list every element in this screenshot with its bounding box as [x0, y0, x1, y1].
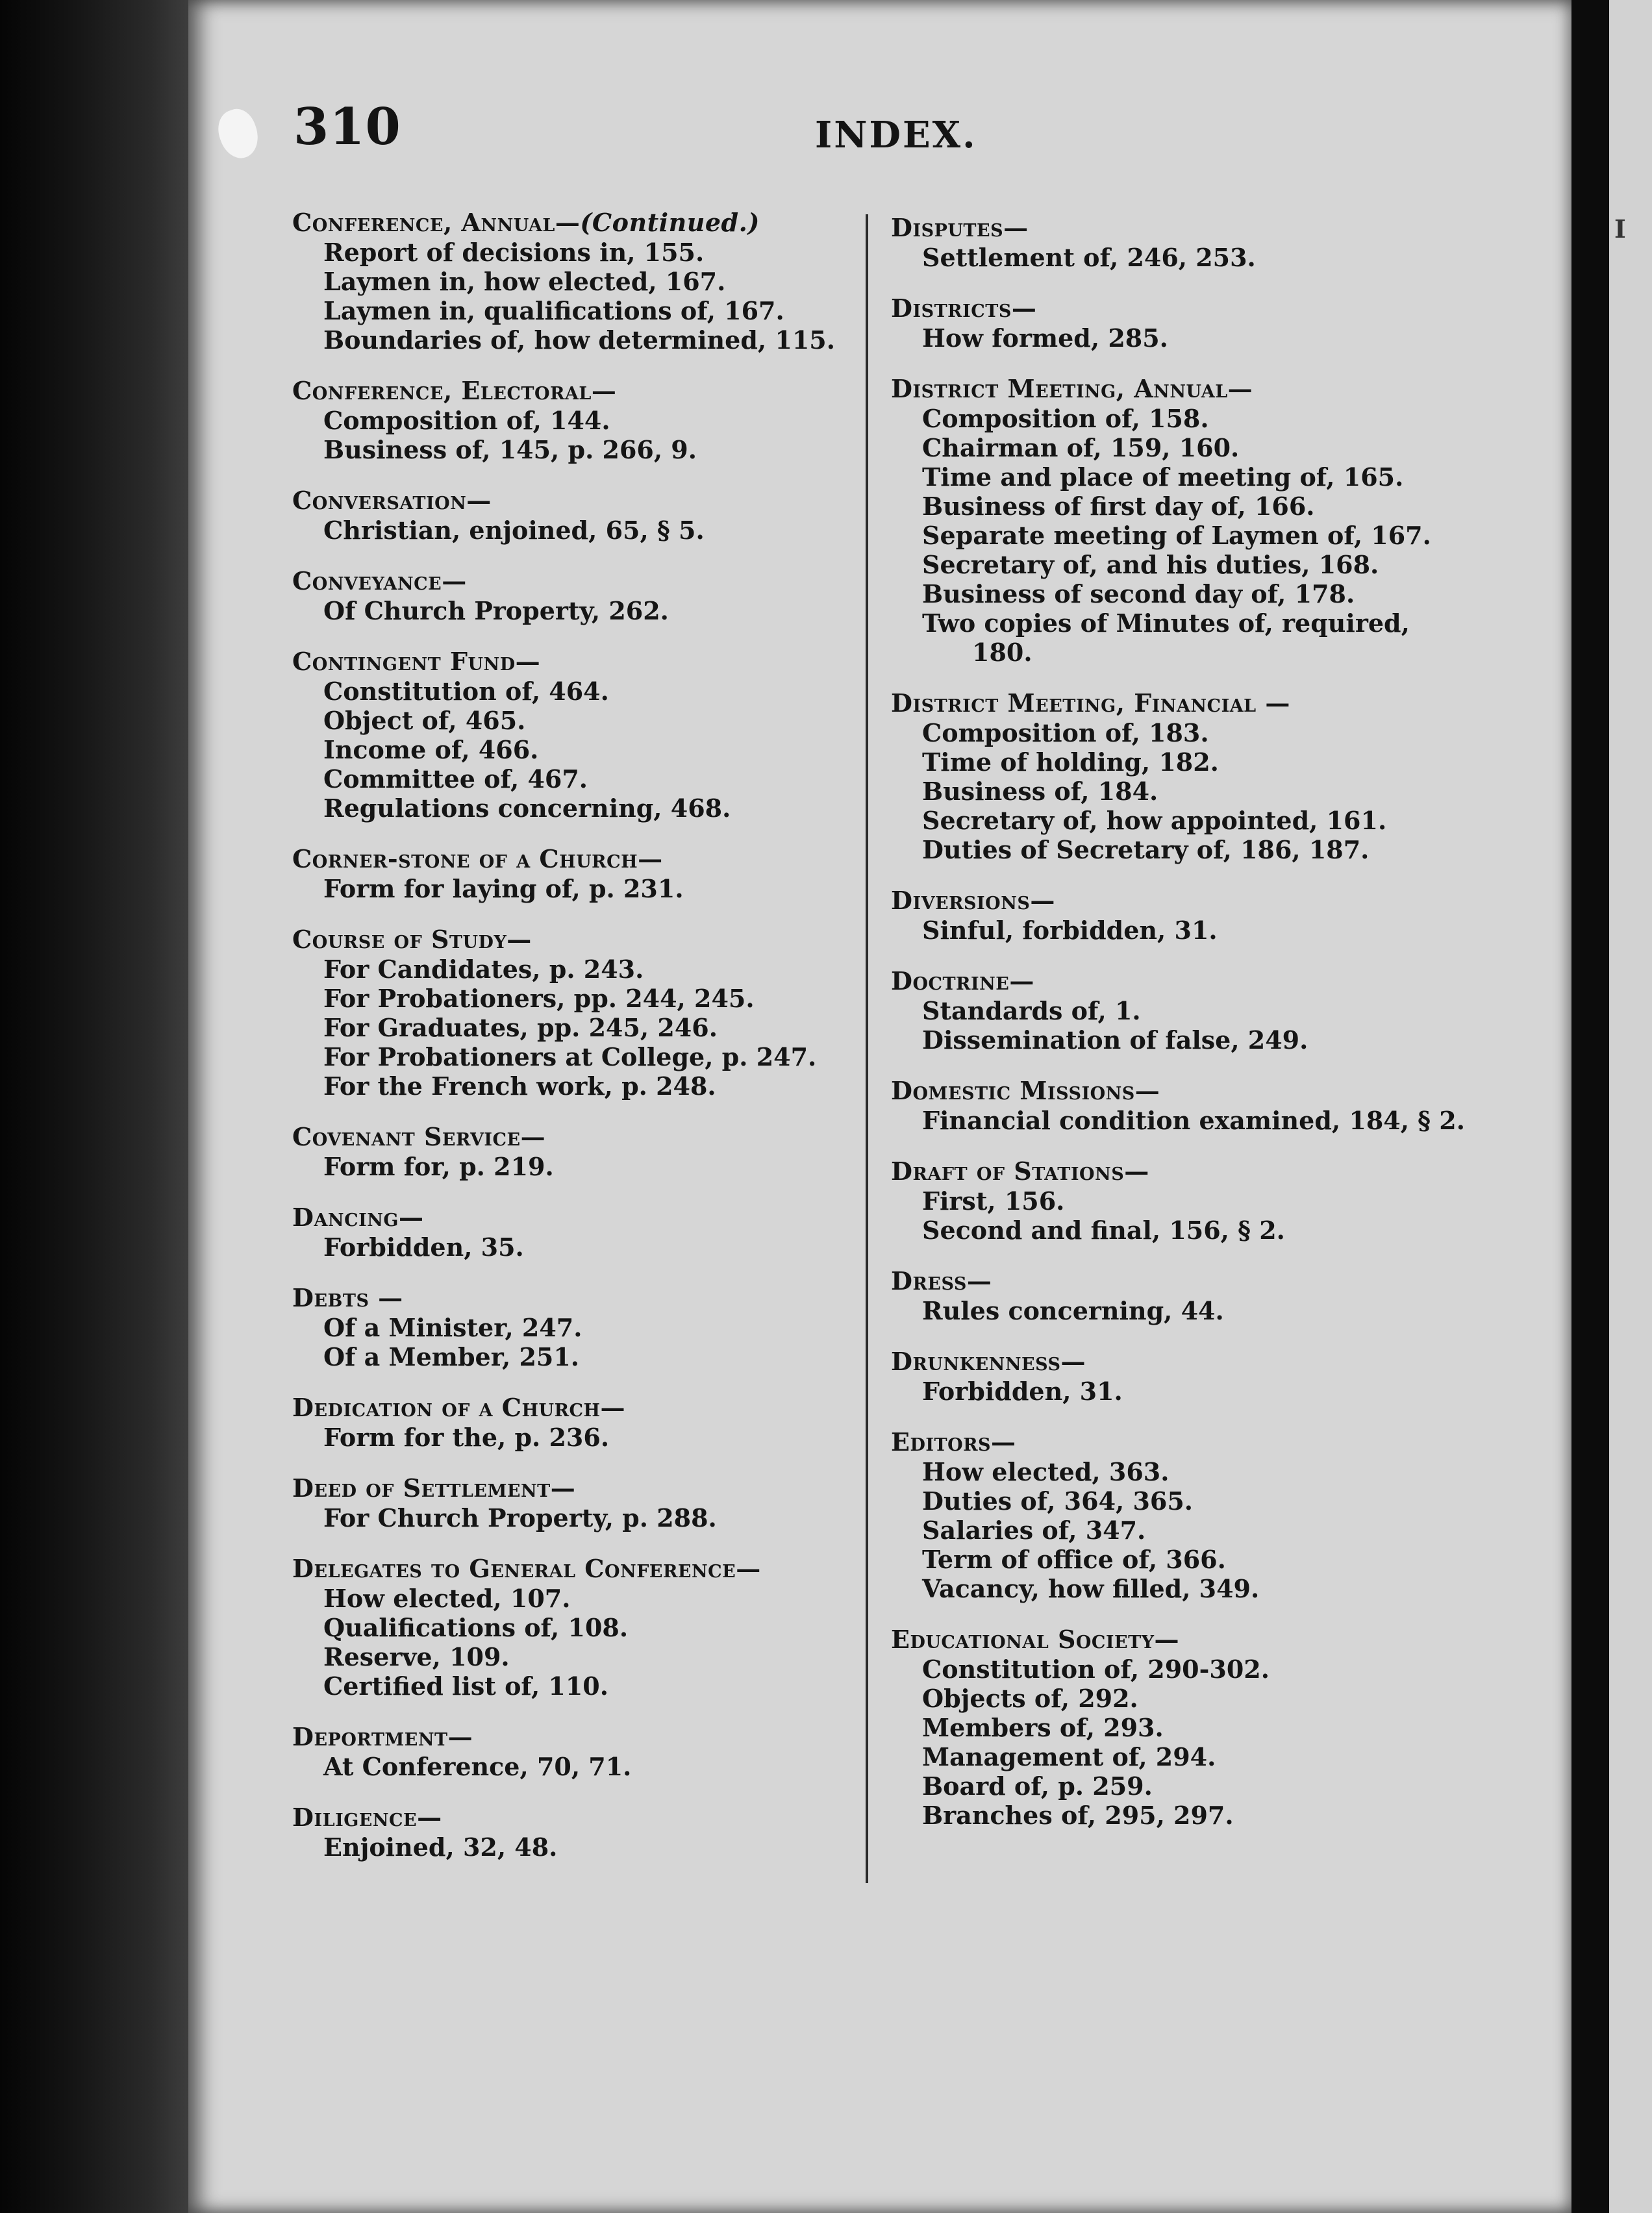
index-subentry: Income of, 466.: [323, 735, 539, 764]
index-entry: [292, 208, 851, 355]
index-subentry: Certified list of, 110.: [323, 1671, 608, 1701]
index-entry: [292, 844, 851, 903]
index-entry: [891, 294, 1540, 353]
index-subentry: Form for laying of, p. 231.: [323, 874, 684, 903]
index-entry-heading: [891, 294, 1540, 323]
index-entry-heading: [292, 647, 851, 677]
index-entry: [891, 213, 1540, 272]
index-entry-heading: [891, 1347, 1540, 1377]
index-entry-heading: [292, 486, 851, 516]
index-subentry: Committee of, 467.: [323, 764, 588, 794]
index-subentry: Sinful, forbidden, 31.: [922, 916, 1218, 945]
index-subentry: Duties of, 364, 365.: [922, 1486, 1194, 1516]
index-heading-text: Diligence—: [292, 1803, 442, 1832]
index-subentry: Christian, enjoined, 65, § 5.: [323, 516, 705, 545]
index-entry-heading: [891, 966, 1540, 996]
index-subentry: Boundaries of, how determined, 115.: [323, 325, 835, 355]
index-entry: [292, 1283, 851, 1371]
index-subentry: Composition of, 144.: [323, 406, 610, 435]
index-subentry: Vacancy, how filled, 349.: [922, 1574, 1260, 1603]
continued-note: (Continued.): [580, 208, 760, 237]
index-heading-text: Conveyance—: [292, 566, 467, 595]
index-heading-text: Doctrine—: [891, 966, 1034, 995]
book-spine-shadow: [0, 0, 188, 2213]
index-entry-heading: [891, 213, 1540, 243]
index-heading-text: Dedication of a Church—: [292, 1393, 626, 1422]
index-subentry: Regulations concerning, 468.: [323, 794, 731, 823]
index-heading-text: Deportment—: [292, 1722, 473, 1751]
index-entry: [891, 1157, 1540, 1245]
index-subentry: Enjoined, 32, 48.: [323, 1832, 558, 1862]
index-subentry: How elected, 363.: [922, 1457, 1170, 1486]
index-subentry: How formed, 285.: [922, 323, 1168, 353]
index-subentry: Report of decisions in, 155.: [323, 238, 705, 267]
index-subentry: Business of second day of, 178.: [922, 579, 1355, 608]
index-heading-text: District Meeting, Annual—: [891, 374, 1253, 403]
index-subentry: Chairman of, 159, 160.: [922, 433, 1240, 462]
index-entry-heading: [891, 374, 1540, 404]
index-entry: [891, 1427, 1540, 1603]
index-entry-heading: [292, 566, 851, 596]
index-heading-text: Conversation—: [292, 486, 492, 515]
index-column-right: [891, 213, 1540, 1851]
index-entry: [292, 1473, 851, 1532]
index-entry-heading: [292, 208, 851, 238]
index-entry-heading: [292, 1393, 851, 1423]
index-subentry: Secretary of, how appointed, 161.: [922, 806, 1387, 835]
index-heading-text: Editors—: [891, 1427, 1016, 1457]
index-subentry-continuation: 180.: [972, 638, 1032, 667]
index-subentry: Two copies of Minutes of, required,: [922, 608, 1410, 638]
index-subentry: How elected, 107.: [323, 1584, 571, 1613]
index-entry-heading: [891, 1157, 1540, 1186]
index-entry: [891, 1266, 1540, 1325]
index-subentry: Reserve, 109.: [323, 1642, 510, 1671]
index-heading-text: Deed of Settlement—: [292, 1473, 576, 1503]
index-subentry: Composition of, 158.: [922, 404, 1209, 433]
index-entry-heading: [292, 1554, 851, 1584]
index-subentry: For Graduates, pp. 245, 246.: [323, 1013, 718, 1042]
running-head: INDEX.: [815, 114, 977, 156]
index-subentry: Laymen in, qualifications of, 167.: [323, 296, 784, 325]
index-subentry: Forbidden, 35.: [323, 1232, 524, 1262]
index-subentry: Form for, p. 219.: [323, 1152, 554, 1181]
index-subentry: Constitution of, 290-302.: [922, 1655, 1270, 1684]
index-subentry: Objects of, 292.: [922, 1684, 1138, 1713]
index-entry: [292, 1554, 851, 1701]
index-entry: [891, 1076, 1540, 1135]
index-subentry: Time and place of meeting of, 165.: [922, 462, 1404, 492]
index-heading-text: Draft of Stations—: [891, 1157, 1149, 1186]
index-entry: [292, 1393, 851, 1452]
index-heading-text: Course of Study—: [292, 925, 532, 954]
index-heading-text: Dress—: [891, 1266, 992, 1295]
index-heading-text: Debts —: [292, 1283, 403, 1312]
index-subentry: Dissemination of false, 249.: [922, 1025, 1308, 1055]
index-entry-heading: [292, 1122, 851, 1152]
index-subentry: Of Church Property, 262.: [323, 596, 669, 625]
index-subentry: For Probationers, pp. 244, 245.: [323, 984, 755, 1013]
index-subentry: First, 156.: [922, 1186, 1065, 1216]
index-heading-text: Conference, Annual—: [292, 208, 581, 237]
index-heading-text: Domestic Missions—: [891, 1076, 1160, 1105]
index-entry-heading: [891, 1625, 1540, 1655]
index-subentry: Of a Member, 251.: [323, 1342, 579, 1371]
index-entry: [891, 688, 1540, 864]
index-subentry: Management of, 294.: [922, 1742, 1216, 1771]
index-subentry: Composition of, 183.: [922, 718, 1209, 747]
index-subentry: Business of, 145, p. 266, 9.: [323, 435, 697, 464]
index-column-left: [292, 208, 851, 1883]
index-entry: [292, 1722, 851, 1781]
index-entry: [891, 886, 1540, 945]
index-subentry: Settlement of, 246, 253.: [922, 243, 1256, 272]
column-divider: [866, 214, 868, 1883]
index-entry-heading: [292, 844, 851, 874]
index-subentry: Object of, 465.: [323, 706, 526, 735]
index-heading-text: Educational Society—: [891, 1625, 1179, 1654]
index-entry-heading: [292, 1473, 851, 1503]
index-entry-heading: [292, 1722, 851, 1752]
index-entry: [292, 376, 851, 464]
index-subentry: Form for the, p. 236.: [323, 1423, 610, 1452]
index-subentry: For Church Property, p. 288.: [323, 1503, 717, 1532]
index-subentry: Forbidden, 31.: [922, 1377, 1123, 1406]
index-subentry: Business of, 184.: [922, 777, 1158, 806]
index-entry-heading: [891, 886, 1540, 916]
index-entry: [292, 486, 851, 545]
page-number: 310: [294, 97, 401, 156]
index-entry-heading: [891, 1266, 1540, 1296]
index-heading-text: Corner-stone of a Church—: [292, 844, 663, 873]
index-subentry: For Probationers at College, p. 247.: [323, 1042, 817, 1071]
index-subentry: Duties of Secretary of, 186, 187.: [922, 835, 1370, 864]
index-heading-text: Conference, Electoral—: [292, 376, 617, 405]
index-subentry: Financial condition examined, 184, § 2.: [922, 1106, 1465, 1135]
index-entry: [292, 647, 851, 823]
index-subentry: For Candidates, p. 243.: [323, 955, 644, 984]
index-entry: [292, 1122, 851, 1181]
index-heading-text: Covenant Service—: [292, 1122, 546, 1151]
index-entry-heading: [292, 925, 851, 955]
index-heading-text: District Meeting, Financial —: [891, 688, 1290, 718]
index-entry-heading: [891, 688, 1540, 718]
index-entry-heading: [292, 376, 851, 406]
index-subentry: Term of office of, 366.: [922, 1545, 1226, 1574]
index-subentry: For the French work, p. 248.: [323, 1071, 716, 1101]
index-entry-heading: [891, 1076, 1540, 1106]
index-subentry: Members of, 293.: [922, 1713, 1164, 1742]
index-subentry: Time of holding, 182.: [922, 747, 1219, 777]
index-entry: [292, 1203, 851, 1262]
index-entry-heading: [292, 1803, 851, 1832]
index-subentry: At Conference, 70, 71.: [323, 1752, 632, 1781]
index-heading-text: Dancing—: [292, 1203, 424, 1232]
index-subentry: Salaries of, 347.: [922, 1516, 1146, 1545]
index-entry: [292, 1803, 851, 1862]
index-subentry: Second and final, 156, § 2.: [922, 1216, 1285, 1245]
index-subentry: Board of, p. 259.: [922, 1771, 1153, 1801]
index-subentry: Branches of, 295, 297.: [922, 1801, 1234, 1830]
index-heading-text: Drunkenness—: [891, 1347, 1086, 1376]
facing-page-edge: [1609, 0, 1652, 2213]
facing-page-text: I: [1614, 214, 1626, 244]
index-entry: [891, 966, 1540, 1055]
index-heading-text: Delegates to General Conference—: [292, 1554, 761, 1583]
index-entry-heading: [292, 1203, 851, 1232]
index-subentry: Constitution of, 464.: [323, 677, 609, 706]
index-subentry: Standards of, 1.: [922, 996, 1141, 1025]
index-subentry: Business of first day of, 166.: [922, 492, 1315, 521]
index-entry: [891, 374, 1540, 667]
index-subentry: Secretary of, and his duties, 168.: [922, 550, 1379, 579]
index-heading-text: Disputes—: [891, 213, 1029, 242]
index-entry: [292, 925, 851, 1101]
index-heading-text: Diversions—: [891, 886, 1055, 915]
index-heading-text: Districts—: [891, 294, 1037, 323]
index-entry: [891, 1347, 1540, 1406]
index-entry-heading: [292, 1283, 851, 1313]
index-subentry: Qualifications of, 108.: [323, 1613, 629, 1642]
index-entry: [292, 566, 851, 625]
index-subentry: Rules concerning, 44.: [922, 1296, 1224, 1325]
index-heading-text: Contingent Fund—: [292, 647, 541, 676]
index-subentry: Of a Minister, 247.: [323, 1313, 582, 1342]
index-subentry: Laymen in, how elected, 167.: [323, 267, 726, 296]
index-entry: [891, 1625, 1540, 1830]
index-subentry: Separate meeting of Laymen of, 167.: [922, 521, 1431, 550]
index-entry-heading: [891, 1427, 1540, 1457]
